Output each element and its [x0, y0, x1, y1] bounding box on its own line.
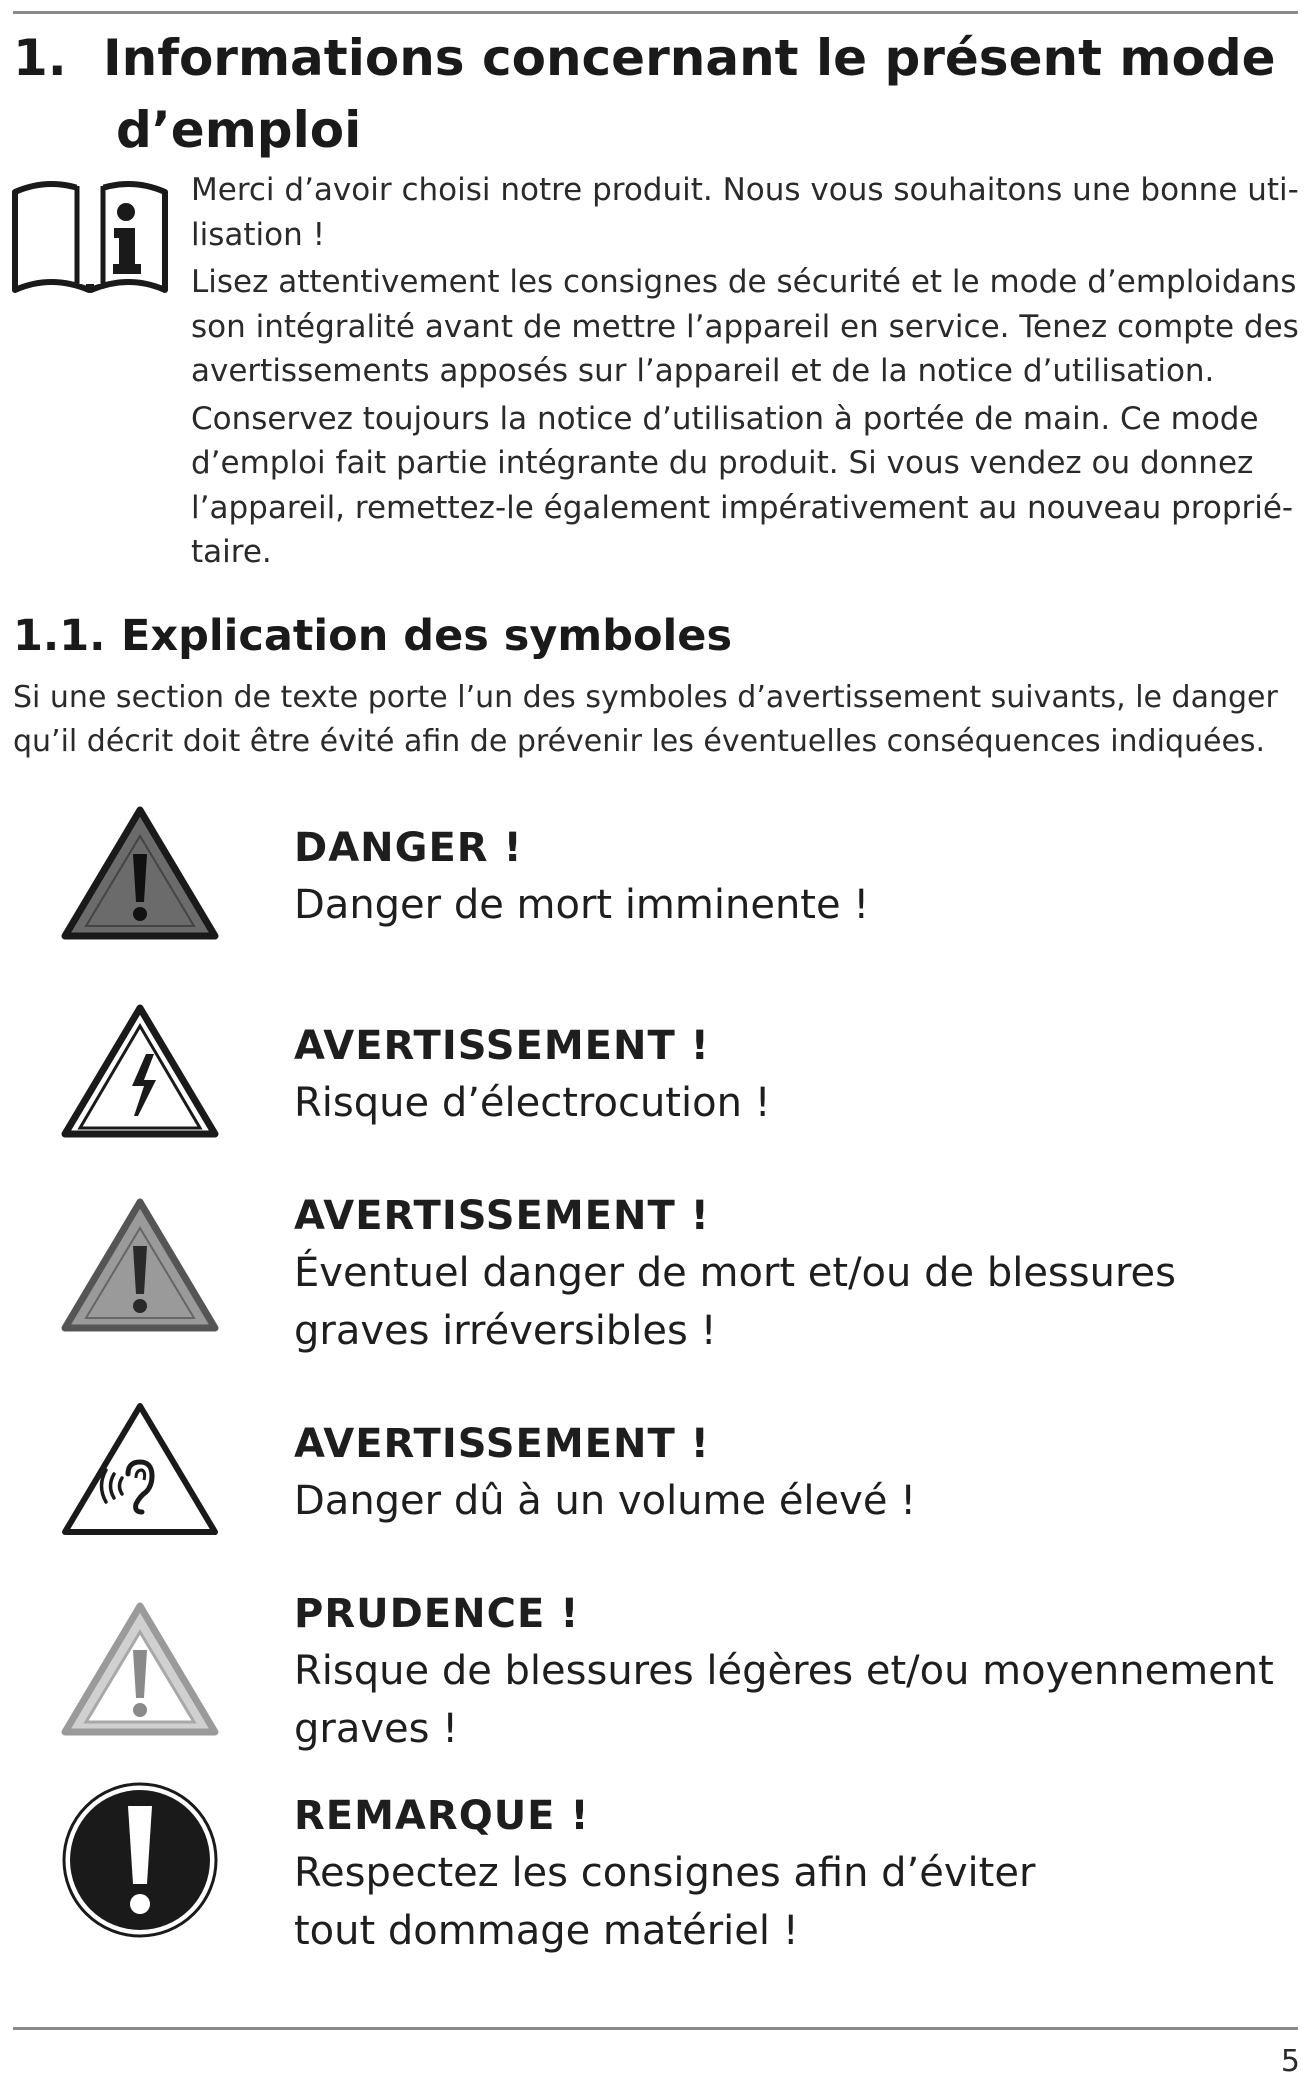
intro-text	[191, 168, 1301, 578]
symbol-description: Éventuel danger de mort et/ou de blessures graves irréversibles !	[294, 1250, 1176, 1354]
section-title-line1: Informations concernant le présent mode	[103, 29, 1276, 87]
symbol-description: Danger de mort imminente !	[294, 882, 870, 928]
section-heading-1-1	[13, 606, 732, 666]
section-heading-1	[13, 22, 1276, 166]
symbol-description: Risque d’électrocution !	[294, 1080, 771, 1126]
symbol-title: REMARQUE !	[294, 1793, 590, 1839]
manual-info-icon	[11, 178, 169, 296]
note-exclamation-circle-icon	[60, 1780, 220, 1940]
page-number: 5	[1280, 2044, 1300, 2079]
subsection-number: 1.1.	[13, 611, 106, 661]
symbol-title: AVERTISSEMENT !	[294, 1421, 710, 1467]
section-title-line2: d’emploi	[116, 101, 362, 159]
subsection-title: Explication des symboles	[121, 611, 733, 661]
section-number: 1.	[13, 29, 67, 87]
symbol-title: AVERTISSEMENT !	[294, 1023, 710, 1069]
bottom-rule	[13, 2027, 1298, 2030]
electric-shock-triangle-icon	[60, 1002, 220, 1142]
intro-paragraph: Merci d’avoir choisi notre produit. Nous vous souhaitons une bonne uti-lisation !	[191, 172, 1299, 253]
top-rule	[13, 11, 1298, 14]
warning-triangle-icon	[60, 1196, 220, 1336]
caution-triangle-icon	[60, 1600, 220, 1740]
danger-triangle-icon	[60, 804, 220, 944]
symbol-title: AVERTISSEMENT !	[294, 1193, 710, 1239]
symbol-description: Respectez les consignes afin d’éviter tout dommage matériel !	[294, 1850, 1036, 1954]
intro-paragraph: Conservez toujours la notice d’utilisation à portée de main. Ce mode d’emploi fait partie intégrante du produit. Si vous vendez ou donnez l’appareil, remettez-le également impérativement au nouveau proprié-taire.	[191, 400, 1294, 570]
symbol-title: PRUDENCE !	[294, 1591, 580, 1637]
hearing-volume-triangle-icon	[60, 1400, 220, 1540]
intro-paragraph: Lisez attentivement les consignes de sécurité et le mode d’emploidans son intégralité avant de mettre l’appareil en service. Tenez compte des avertissements apposés sur l’appareil et de la notice d’utilisation.	[191, 264, 1299, 389]
symbol-description: Danger dû à un volume élevé !	[294, 1478, 917, 1524]
symbol-title: DANGER !	[294, 825, 523, 871]
symbol-description: Risque de blessures légères et/ou moyennement graves !	[294, 1648, 1274, 1752]
subsection-description: Si une section de texte porte l’un des symboles d’avertissement suivants, le danger qu’il décrit doit être évité afin de prévenir les éventuelles conséquences indiquées.	[13, 680, 1278, 759]
